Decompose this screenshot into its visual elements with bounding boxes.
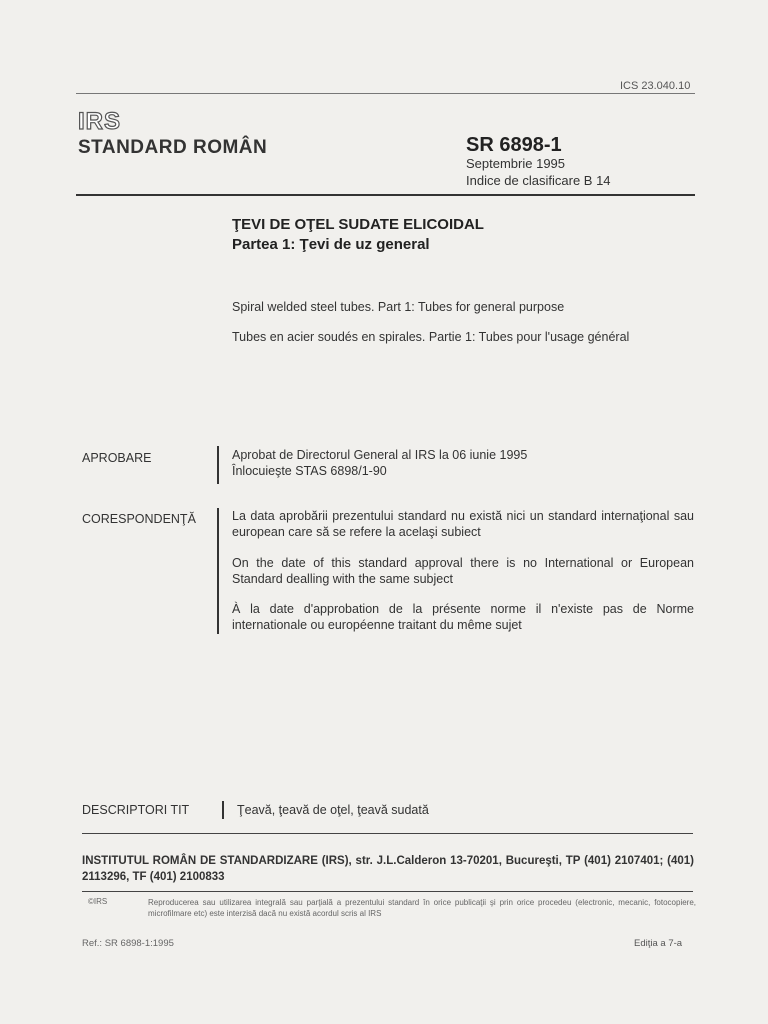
standard-number: SR 6898-1 (466, 134, 562, 156)
title-romanian: ŢEVI DE OŢEL SUDATE ELICOIDAL (232, 216, 484, 233)
corespondenta-french: À la date d'approbation de la présente norme il n'existe pas de Norme internationale ou européenne traitant du même sujet (232, 602, 694, 632)
ics-code: ICS 23.040.10 (620, 80, 691, 92)
descriptori-value: Ţeavă, ţeavă de oţel, ţeavă sudată (237, 803, 429, 817)
top-divider (76, 93, 695, 94)
footer-divider-2 (82, 891, 693, 892)
classification-index: Indice de clasificare B 14 (466, 173, 611, 188)
irs-logo: IRS (78, 108, 122, 135)
reproduction-notice: Reproducerea sau utilizarea integrală sau parţială a prezentului standard în orice publicaţii şi prin orice procedeu (electronic, mecanic, fotocopiere, microfilmare etc) este interzisă dacă nu există acordul scris al IRS (148, 898, 696, 918)
standard-date: Septembrie 1995 (466, 156, 566, 171)
footer-divider (82, 833, 693, 834)
aprobare-replaces: Înlocuieşte STAS 6898/1-90 (232, 464, 387, 478)
descriptori-label: DESCRIPTORI TIT (82, 803, 190, 817)
edition-label: Ediţia a 7-a (634, 938, 683, 949)
aprobare-bar (217, 446, 219, 484)
aprobare-approved: Aprobat de Directorul General al IRS la 06 iunie 1995 (232, 448, 528, 462)
corespondenta-label: CORESPONDENŢĂ (82, 512, 196, 526)
reference-code: Ref.: SR 6898-1:1995 (82, 938, 174, 949)
corespondenta-romanian: La data aprobării prezentului standard nu există nici un standard internaţional sau european care să se refere la acelaşi subiect (232, 509, 694, 539)
header-divider (76, 194, 695, 196)
corespondenta-bar (217, 508, 219, 634)
irs-copyright-mark: ©IRS (88, 897, 108, 906)
title-english: Spiral welded steel tubes. Part 1: Tubes for general purpose (232, 300, 565, 314)
title-french: Tubes en acier soudés en spirales. Partie 1: Tubes pour l'usage général (232, 330, 630, 344)
institute-address: INSTITUTUL ROMÂN DE STANDARDIZARE (IRS), str. J.L.Calderon 13-70201, Bucureşti, TP (401) 2107401; (401) 2113296, TF (401) 2100833 (82, 855, 694, 883)
subtitle-romanian: Partea 1: Ţevi de uz general (232, 236, 430, 253)
descriptori-bar (222, 801, 224, 819)
aprobare-label: APROBARE (82, 451, 152, 465)
corespondenta-english: On the date of this standard approval there is no International or European Standard dealling with the same subject (232, 556, 694, 586)
standard-name: STANDARD ROMÂN (78, 137, 268, 158)
